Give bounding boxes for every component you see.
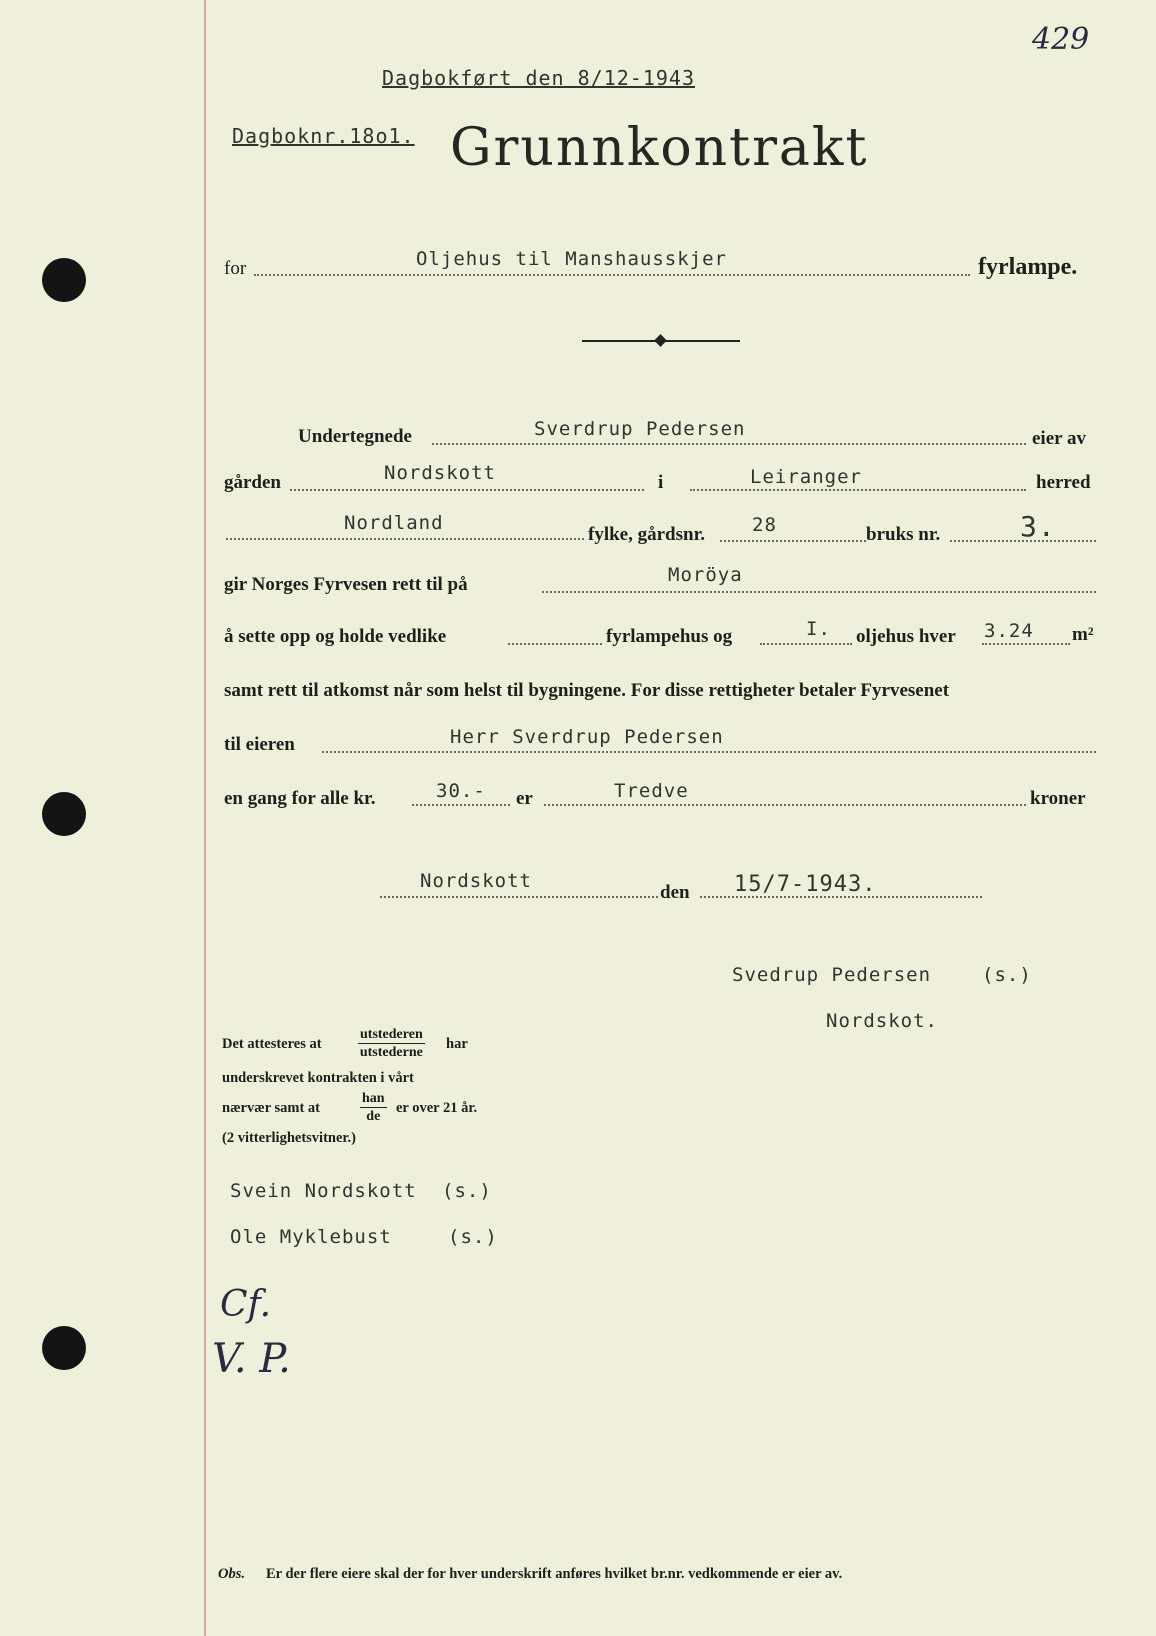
punch-hole-bottom — [42, 1326, 86, 1370]
garden-dots — [290, 489, 644, 491]
samt-text: samt rett til atkomst når som helst til bygningene. For disse rettigheter betaler Fyrvesenet — [224, 680, 950, 701]
bruks-label: bruks nr. — [866, 524, 941, 545]
en-gang-label: en gang for alle kr. — [224, 788, 376, 809]
eier-av-label: eier av — [1032, 428, 1086, 449]
amount-value: 30.- — [436, 780, 486, 802]
attest-frac2-top: han — [362, 1091, 385, 1106]
gir-dots — [542, 591, 1096, 593]
amount-words: Tredve — [614, 780, 689, 802]
sette-label: å sette opp og holde vedlike — [224, 626, 447, 647]
attest-line1-end: har — [446, 1036, 468, 1052]
herred-value: Leiranger — [750, 466, 862, 488]
attest-frac2-bottom: de — [366, 1109, 381, 1124]
date-value: 15/7-1943. — [734, 872, 877, 897]
garden-value: Nordskott — [384, 462, 496, 484]
obs-label: Obs. — [218, 1566, 245, 1582]
til-eieren-value: Herr Sverdrup Pedersen — [450, 726, 724, 748]
sette-dots — [508, 643, 602, 645]
fylke-value: Nordland — [344, 512, 444, 534]
witness-1-mark: (s.) — [442, 1180, 492, 1202]
amount-dots — [412, 804, 510, 806]
witness-2-mark: (s.) — [448, 1226, 498, 1248]
undertegnede-dots — [432, 443, 1026, 445]
garden-label: gården — [224, 472, 281, 493]
for-suffix: fyrlampe. — [978, 254, 1078, 280]
for-value: Oljehus til Manshausskjer — [416, 248, 727, 270]
area-unit: m² — [1072, 624, 1094, 645]
punch-hole-top — [42, 258, 86, 302]
punch-hole-middle — [42, 792, 86, 836]
fylke-label: fylke, gårdsnr. — [588, 524, 706, 545]
den-label: den — [660, 882, 690, 903]
document-title: Grunnkontrakt — [450, 118, 869, 178]
signature-name: Svedrup Pedersen — [732, 964, 932, 986]
gardsnr-value: 28 — [752, 514, 777, 536]
for-dots — [254, 274, 970, 276]
ornament-diamond — [654, 334, 667, 347]
diary-number: Dagboknr.18o1. — [232, 124, 415, 148]
oljehus-count-dots — [760, 643, 852, 645]
til-eieren-label: til eieren — [224, 734, 295, 755]
gir-label: gir Norges Fyrvesen rett til på — [224, 574, 468, 595]
witness-1-name: Svein Nordskott — [230, 1180, 417, 1202]
for-label: for — [224, 258, 247, 279]
fyrlampehus-label: fyrlampehus og — [606, 626, 733, 647]
oljehus-label: oljehus hver — [856, 626, 956, 647]
gir-value: Moröya — [668, 564, 743, 586]
attest-line1-start: Det attesteres at — [222, 1036, 322, 1052]
place-dots — [380, 896, 658, 898]
undertegnede-value: Sverdrup Pedersen — [534, 418, 746, 440]
attest-line4: (2 vitterlighetsvitner.) — [222, 1130, 356, 1146]
area-value: 3.24 — [984, 620, 1034, 642]
obs-text: Er der flere eiere skal der for hver underskrift anføres hvilket br.nr. vedkommende er eier av. — [266, 1566, 843, 1582]
attest-fraction-1 — [358, 1026, 425, 1061]
handwritten-initials-2: V. P. — [212, 1336, 291, 1382]
til-eieren-dots — [322, 751, 1096, 753]
kroner-label: kroner — [1030, 788, 1086, 809]
attest-line2: underskrevet kontrakten i vårt — [222, 1070, 414, 1086]
signature-mark: (s.) — [982, 964, 1032, 986]
attest-frac1-top: utstederen — [360, 1027, 423, 1042]
registered-line: Dagbokført den 8/12-1943 — [382, 66, 695, 90]
attest-line3-end: er over 21 år. — [396, 1100, 478, 1116]
oljehus-count: I. — [806, 618, 831, 640]
page-number: 429 — [1032, 22, 1090, 57]
amount-words-dots — [544, 804, 1026, 806]
attest-frac1-bottom: utstederne — [359, 1045, 423, 1060]
undertegnede-label: Undertegnede — [298, 426, 412, 447]
i-label: i — [658, 472, 664, 493]
herred-label: herred — [1036, 472, 1091, 493]
red-margin-line — [204, 0, 206, 1636]
herred-dots — [690, 489, 1026, 491]
place-value: Nordskott — [420, 870, 532, 892]
area-dots — [982, 643, 1070, 645]
signature-place: Nordskot. — [826, 1010, 938, 1032]
attest-line3-start: nærvær samt at — [222, 1100, 320, 1116]
gardsnr-dots — [720, 540, 866, 542]
witness-2-name: Ole Myklebust — [230, 1226, 392, 1248]
handwritten-initials-1: Cf. — [220, 1284, 272, 1325]
fylke-dots — [226, 538, 584, 540]
attest-fraction-2 — [360, 1090, 387, 1125]
bruks-value: 3. — [1020, 510, 1056, 543]
er-label: er — [516, 788, 533, 809]
